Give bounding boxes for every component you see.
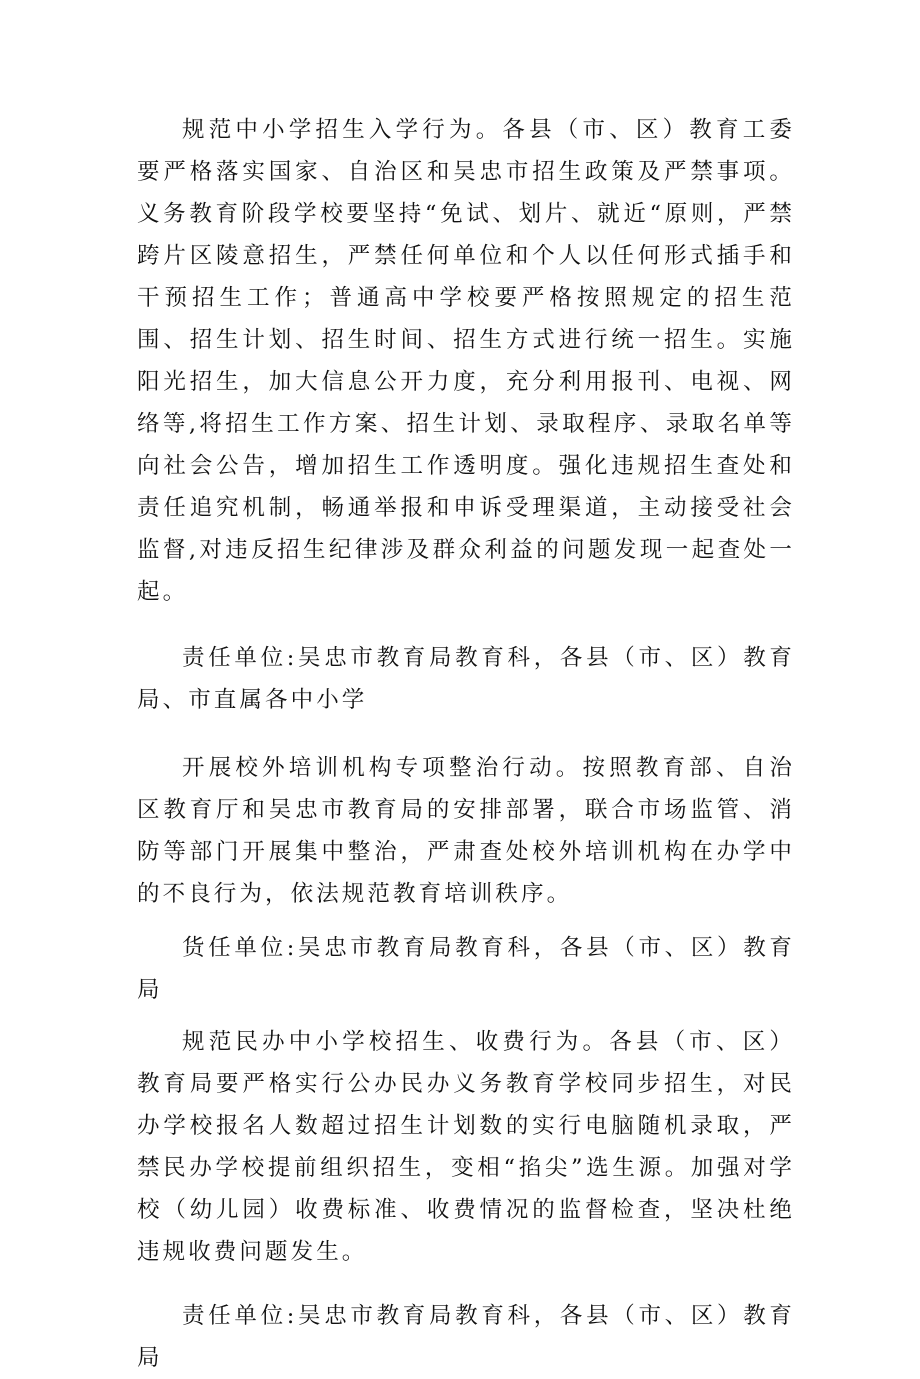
document-page	[137, 109, 795, 1379]
paragraph-spacer	[137, 721, 795, 747]
paragraph-spacer	[137, 1011, 795, 1021]
paragraph-tutoring-rectification: 开展校外培训机构专项整治行动。按照教育部、自治区教育厅和吴忠市教育局的安排部署，联合市场监管、消防等部门开展集中整治，严肃查处校外培训机构在办学中的不良行为，依法规范教育培训秩序。	[137, 755, 795, 907]
paragraph-spacer	[137, 613, 795, 637]
paragraph-private-school-fees: 规范民办中小学校招生、收费行为。各县（市、区）教育局要严格实行公办民办义务教育学校同步招生，对民办学校报名人数超过招生计划数的实行电脑随机录取，严禁民办学校提前组织招生，变相“掐尖”选生源。加强对学校（幼儿园）收费标准、收费情况的监督检查，坚决杜绝违规收费问题发生。	[137, 1029, 795, 1265]
paragraph-enrollment-regulation: 规范中小学招生入学行为。各县（市、区）教育工委要严格落实国家、自治区和吴忠市招生政策及严禁事项。义务教育阶段学校要坚持“免试、划片、就近“原则，严禁跨片区陵意招生，严禁任何单位和个人以任何形式插手和干预招生工作；普通高中学校要严格按照规定的招生范围、招生计划、招生时间、招生方式进行统一招生。实施阳光招生，加大信息公开力度，充分利用报刊、电视、网络等,将招生工作方案、招生计划、录取程序、录取名单等向社会公告，增加招生工作透明度。强化违规招生查处和责任追究机制，畅通举报和申诉受理渠道，主动接受社会监督,对违反招生纪律涉及群众利益的问题发现一起查处一起。	[137, 117, 795, 605]
paragraph-spacer	[137, 1273, 795, 1295]
responsible-unit-private-schools: 责任单位:吴忠市教育局教育科，各县（市、区）教育局	[137, 1303, 795, 1371]
paragraph-spacer	[137, 915, 795, 927]
responsible-unit-tutoring: 货任单位:吴忠市教育局教育科，各县（市、区）教育局	[137, 935, 795, 1003]
responsible-unit-enrollment: 责任单位:吴忠市教育局教育科，各县（市、区）教育局、市直属各中小学	[137, 645, 795, 713]
